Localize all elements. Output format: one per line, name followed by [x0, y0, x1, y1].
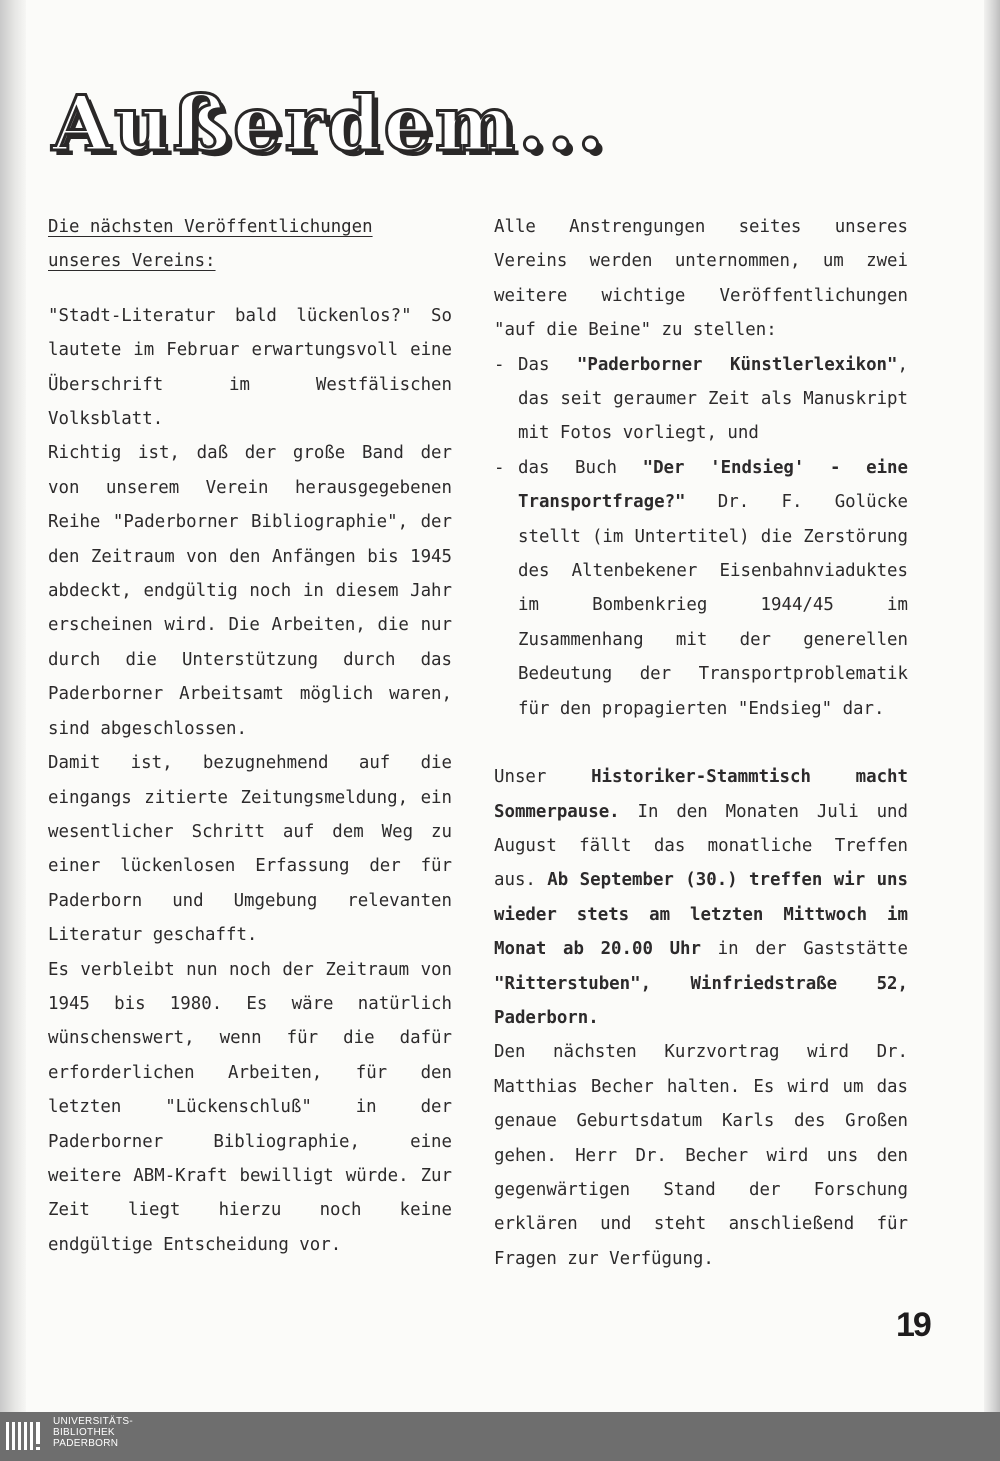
list-text: Dr. F. Golücke stellt (im Untertitel) die Zerstörung des Altenbekener Eisenbahnviaduktes im Bombenkrieg 1944/45 im Zusammenhang mit der generellen Bedeutung der Transportproblematik für den propagierten "Endsieg" dar. — [518, 492, 908, 719]
emphasis: "Ritterstuben", Winfriedstraße 52, Paderborn. — [494, 973, 908, 1028]
intro-paragraph: Alle Anstrengungen seites unseres Vereins werden unternommen, um zwei weitere wichtige Veröffentlichungen "auf die Beine" zu stellen: — [494, 217, 908, 341]
list-dash: - — [494, 457, 505, 478]
section-heading-line: unseres Vereins: — [48, 251, 216, 272]
library-logo-icon — [4, 1416, 44, 1456]
spacer — [494, 726, 908, 760]
page-number: 19 — [896, 1306, 930, 1344]
paragraph: "Stadt-Literatur bald lückenlos?" So lautete im Februar erwartungsvoll eine Überschrift im Westfälischen Volksblatt. — [48, 305, 452, 430]
list-dash: - — [494, 354, 505, 375]
stammtisch-paragraph — [494, 760, 908, 1035]
list-text: das Buch — [518, 457, 643, 478]
list-text: , das seit geraumer Zeit als Manuskript mit Fotos vorliegt, und — [518, 354, 908, 444]
paragraph: Richtig ist, daß der große Band der von unserem Verein herausgegebenen Reihe "Paderborner Bibliographie", der den Zeitraum von den Anfängen bis 1945 abdeckt, endgültig noch in diesem Jahr erscheinen wird. Die Arbeiten, die nur durch die Unterstützung durch das Paderborner Arbeitsamt möglich waren, sind abgeschlossen. — [48, 443, 452, 739]
emphasis: Historiker-Stammtisch macht Sommerpause. — [494, 767, 908, 822]
text: Unser — [494, 767, 592, 788]
footer-label — [53, 1416, 133, 1449]
paragraph: Es verbleibt nun noch der Zeitraum von 1945 bis 1980. Es wäre natürlich wünschenswert, wenn für die dafür erforderlichen Arbeiten, für den letzten "Lückenschluß" in der Paderborner Bibliographie, eine weitere ABM-Kraft bewilligt würde. Zur Zeit liegt hierzu noch keine endgültige Entscheidung vor. — [48, 959, 452, 1255]
page-title: Außerdem... — [52, 79, 607, 168]
footer-line: BIBLIOTHEK — [53, 1427, 115, 1438]
vortrag-paragraph: Den nächsten Kurzvortrag wird Dr. Matthias Becher halten. Es wird um das genaue Geburtsdatum Karls des Großen gehen. Herr Dr. Becher wird uns den gegenwärtigen Stand der Forschung erklären und steht anschließend für Fragen zur Verfügung. — [494, 1042, 908, 1269]
footer-line: UNIVERSITÄTS- — [53, 1416, 134, 1427]
list-item — [494, 348, 908, 451]
emphasis: Ab September (30.) treffen wir uns wieder stets am letzten Mittwoch im Monat ab 20.00 Uhr — [494, 870, 908, 960]
book-title: "Paderborner Künstlerlexikon" — [576, 354, 898, 375]
right-column — [494, 210, 908, 1276]
section-heading — [48, 210, 452, 279]
footer-line: PADERBORN — [53, 1438, 119, 1449]
text: in der Gaststätte — [701, 939, 908, 960]
page-gutter-left — [0, 0, 26, 1412]
list-item — [494, 451, 908, 726]
footer-bar — [0, 1412, 1000, 1461]
book-title: "Der 'Endsieg' - eine Transportfrage?" — [518, 457, 908, 513]
page-edge-right — [984, 0, 1000, 1412]
section-heading-line: Die nächsten Veröffentlichungen — [48, 217, 373, 237]
left-column — [48, 210, 452, 1262]
list-text: Das — [518, 354, 577, 375]
paragraph: Damit ist, bezugnehmend auf die eingangs zitierte Zeitungsmeldung, ein wesentlicher Schritt auf dem Weg zu einer lückenlosen Erfassung der für Paderborn und Umgebung relevanten Literatur geschafft. — [48, 753, 452, 946]
text: In den Monaten Juli und August fällt das monatliche Treffen aus. — [494, 801, 908, 891]
